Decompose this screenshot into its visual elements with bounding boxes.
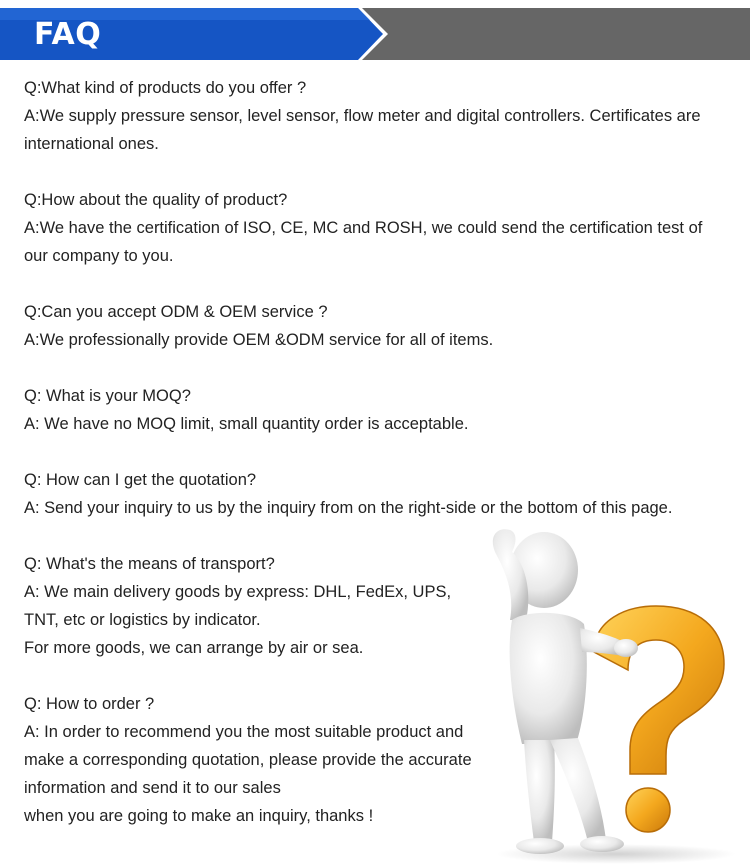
faq-answer-line: A:We have the certification of ISO, CE, MC and ROSH, we could send the certification test of xyxy=(24,219,703,237)
faq-answer-line: A: We have no MOQ limit, small quantity order is acceptable. xyxy=(24,415,469,433)
faq-answer-line: A: In order to recommend you the most suitable product and xyxy=(24,723,464,741)
faq-answer-line: A:We professionally provide OEM &ODM service for all of items. xyxy=(24,331,494,349)
faq-question: Q:Can you accept ODM & OEM service ? xyxy=(24,303,328,321)
thinking-figure xyxy=(493,529,638,854)
faq-item xyxy=(24,74,740,158)
faq-question: Q: What's the means of transport? xyxy=(24,555,275,573)
faq-question: Q: How can I get the quotation? xyxy=(24,471,257,489)
faq-question: Q:How about the quality of product? xyxy=(24,191,288,209)
faq-answer-line: A: We main delivery goods by express: DHL, FedEx, UPS, xyxy=(24,583,452,601)
faq-item xyxy=(24,466,740,522)
thinking-figure-with-question-mark-icon xyxy=(466,524,750,866)
faq-answer-line: information and send it to our sales xyxy=(24,779,281,797)
faq-item xyxy=(24,186,740,270)
faq-question: Q: How to order ? xyxy=(24,695,155,713)
faq-answer-line: A: Send your inquiry to us by the inquiry from on the right-side or the bottom of this page. xyxy=(24,499,673,517)
faq-question: Q:What kind of products do you offer ? xyxy=(24,79,307,97)
faq-item xyxy=(24,382,740,438)
faq-item xyxy=(24,298,740,354)
faq-answer-line: when you are going to make an inquiry, thanks ! xyxy=(24,807,374,825)
faq-header xyxy=(0,0,750,60)
faq-answer-line: make a corresponding quotation, please provide the accurate xyxy=(24,751,472,769)
faq-answer-line: A:We supply pressure sensor, level sensor, flow meter and digital controllers. Certificates are xyxy=(24,107,701,125)
faq-question: Q: What is your MOQ? xyxy=(24,387,191,405)
faq-answer-line: international ones. xyxy=(24,135,159,153)
faq-answer-line: our company to you. xyxy=(24,247,174,265)
page-title: FAQ xyxy=(34,17,102,52)
faq-answer-line: TNT, etc or logistics by indicator. xyxy=(24,611,261,629)
faq-answer-line: For more goods, we can arrange by air or sea. xyxy=(24,639,364,657)
